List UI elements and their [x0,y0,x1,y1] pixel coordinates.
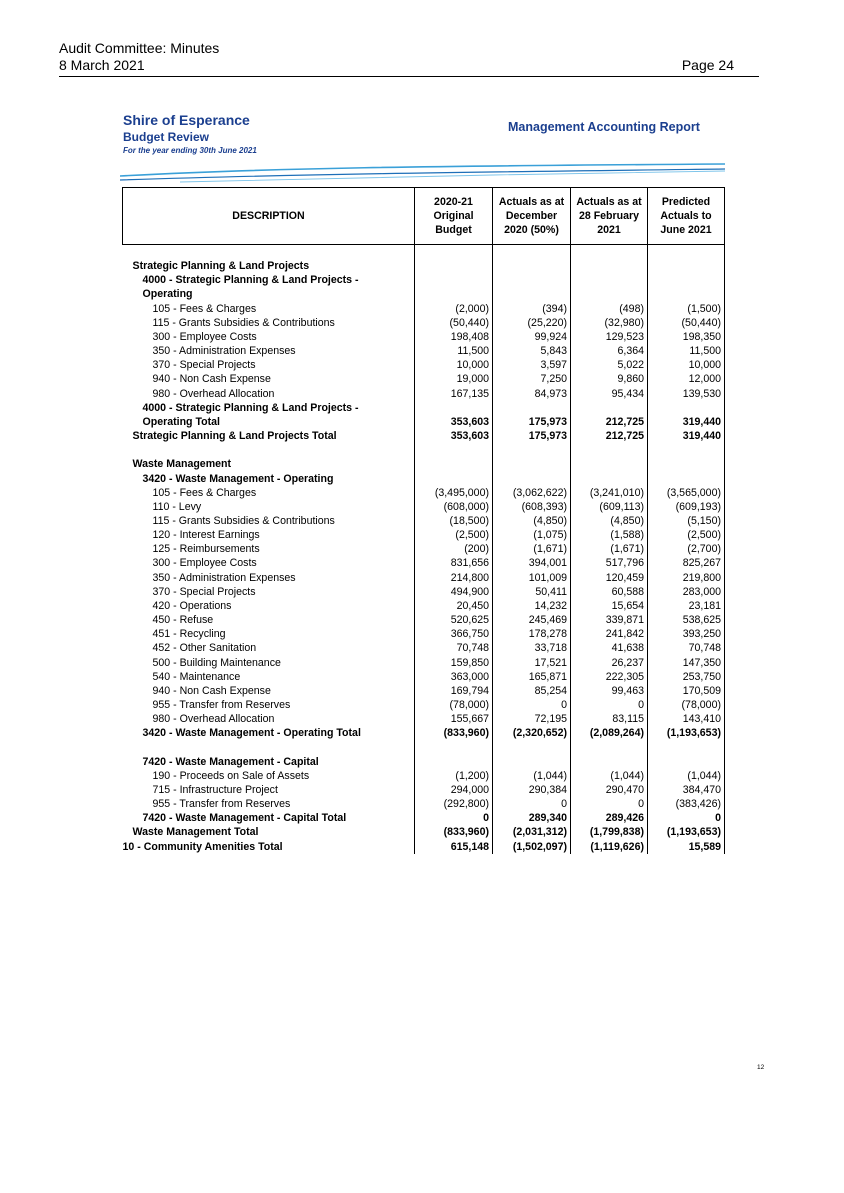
row-value: (1,502,097) [493,840,571,854]
row-value [415,245,493,260]
row-value: (1,044) [648,769,725,783]
row-value: 222,305 [571,670,648,684]
table-row [123,783,725,797]
row-label: 115 - Grants Subsidies & Contributions [152,514,335,527]
row-value: 169,794 [415,684,493,698]
row-value [648,245,725,260]
row-value: 212,725 [571,415,648,429]
row-value: (833,960) [415,825,493,839]
table-row [123,712,725,726]
table-row [123,486,725,500]
row-label: 350 - Administration Expenses [152,571,296,584]
row-value: 159,850 [415,656,493,670]
row-value: (2,500) [415,528,493,542]
row-value: 5,843 [493,344,571,358]
row-label: Strategic Planning & Land Projects Total [132,430,337,443]
row-value: 83,115 [571,712,648,726]
row-label: 452 - Other Sanitation [152,642,257,655]
row-value: (2,031,312) [493,825,571,839]
table-row [123,656,725,670]
row-value: 85,254 [493,684,571,698]
row-value: 120,459 [571,571,648,585]
row-value: 0 [493,698,571,712]
table-row [123,571,725,585]
row-label: 980 - Overhead Allocation [152,387,275,400]
table-row [123,372,725,386]
row-label: 3420 - Waste Management - Operating Total [142,727,361,740]
row-value: 15,654 [571,599,648,613]
row-label: 955 - Transfer from Reserves [152,699,291,711]
row-value: 10,000 [648,358,725,372]
table-row [123,797,725,811]
row-value [571,245,648,260]
row-value: (2,320,652) [493,726,571,740]
row-value: 319,440 [648,415,725,429]
table-row [123,627,725,641]
row-value: 7,250 [493,372,571,386]
row-value [415,401,493,415]
table-row [123,542,725,556]
table-row [123,811,725,825]
row-value [415,755,493,769]
row-label: 7420 - Waste Management - Capital [142,755,319,768]
row-value: (1,500) [648,302,725,316]
table-row [123,472,725,486]
table-row [123,273,725,287]
row-value [415,740,493,754]
row-value: (78,000) [415,698,493,712]
table-row [123,613,725,627]
table-row [123,259,725,273]
row-value [648,740,725,754]
row-value: (498) [571,302,648,316]
row-label: 190 - Proceeds on Sale of Assets [152,769,310,782]
table-row [123,684,725,698]
table-row [123,556,725,570]
row-value: 15,589 [648,840,725,854]
row-value: 10,000 [415,358,493,372]
table-row [123,387,725,401]
report-subtitle: Budget Review [123,130,210,144]
header-rule [59,76,759,77]
table-row [123,330,725,344]
row-label: 110 - Levy [152,500,202,513]
row-value: 517,796 [571,556,648,570]
row-value [493,259,571,273]
table-row [123,344,725,358]
row-value: 245,469 [493,613,571,627]
row-label: 370 - Special Projects [152,585,256,598]
row-value [648,755,725,769]
row-value [571,259,648,273]
row-label: 450 - Refuse [152,614,214,627]
row-value: 615,148 [415,840,493,854]
row-value [571,472,648,486]
row-label: Waste Management Total [132,826,259,839]
row-value: 241,842 [571,627,648,641]
table-row [123,698,725,712]
row-value: 5,022 [571,358,648,372]
row-value [493,401,571,415]
row-value [493,443,571,457]
row-value: (2,089,264) [571,726,648,740]
row-value: 0 [648,811,725,825]
row-value: 167,135 [415,387,493,401]
row-value: 17,521 [493,656,571,670]
row-value: (3,241,010) [571,486,648,500]
row-label [123,245,415,260]
row-value: (200) [415,542,493,556]
row-label: 10 - Community Amenities Total [122,840,283,853]
row-value: (18,500) [415,514,493,528]
row-value: (833,960) [415,726,493,740]
table-row [123,726,725,740]
report-org-block [123,111,257,157]
row-label: 370 - Special Projects [152,359,256,372]
table-row [123,401,725,415]
row-value [571,457,648,471]
row-label: 350 - Administration Expenses [152,345,296,358]
row-value: (2,500) [648,528,725,542]
row-value: 0 [571,698,648,712]
row-value: 60,588 [571,585,648,599]
row-value: 12,000 [648,372,725,386]
row-value: 70,748 [415,641,493,655]
column-header-2: Actuals as at December 2020 (50%) [493,188,571,245]
row-value: (1,671) [493,542,571,556]
row-label: 420 - Operations [152,599,232,612]
row-value: 26,237 [571,656,648,670]
row-value: 363,000 [415,670,493,684]
row-value: (3,495,000) [415,486,493,500]
row-value: 366,750 [415,627,493,641]
row-label [123,443,415,457]
row-value: 139,530 [648,387,725,401]
row-value: 175,973 [493,415,571,429]
row-value: 219,800 [648,571,725,585]
row-value: 394,001 [493,556,571,570]
row-label: Operating Total [142,415,220,428]
row-value: 9,860 [571,372,648,386]
table-row [123,670,725,684]
table-row [123,641,725,655]
row-value: 289,340 [493,811,571,825]
row-value: 11,500 [648,344,725,358]
report-name: Management Accounting Report [508,120,700,134]
row-label: Waste Management [132,458,232,471]
column-header-3: Actuals as at 28 February 2021 [571,188,648,245]
row-label: 120 - Interest Earnings [152,529,260,542]
row-label [123,740,415,754]
table-row [123,500,725,514]
footer-page-number: 12 [757,1064,765,1071]
row-value: (1,671) [571,542,648,556]
row-label: 940 - Non Cash Expense [152,684,271,697]
document-header [59,40,219,74]
row-value: (1,044) [493,769,571,783]
row-value: (3,062,622) [493,486,571,500]
row-value: 147,350 [648,656,725,670]
org-name: Shire of Esperance [123,112,250,128]
row-value: 253,750 [648,670,725,684]
row-value: 353,603 [415,429,493,443]
row-value: (1,588) [571,528,648,542]
table-row [123,358,725,372]
row-value: 95,434 [571,387,648,401]
row-label: 3420 - Waste Management - Operating [142,472,334,485]
row-label: Strategic Planning & Land Projects [132,260,310,273]
report-period: For the year ending 30th June 2021 [123,146,257,155]
row-value: 11,500 [415,344,493,358]
row-value: 175,973 [493,429,571,443]
row-value: 384,470 [648,783,725,797]
row-label: 4000 - Strategic Planning & Land Projects - [142,274,359,287]
header-swoosh-graphic [120,158,725,184]
table-row [123,429,725,443]
column-header-0: DESCRIPTION [123,188,415,245]
row-value [648,273,725,287]
row-value [648,443,725,457]
row-label: 300 - Employee Costs [152,330,257,343]
row-value: 170,509 [648,684,725,698]
column-header-1: 2020-21 Original Budget [415,188,493,245]
row-value: (383,426) [648,797,725,811]
row-label: 300 - Employee Costs [152,557,257,570]
row-value [648,287,725,301]
row-value: (78,000) [648,698,725,712]
row-value [648,401,725,415]
row-value: 289,426 [571,811,648,825]
table-row [123,457,725,471]
table-row [123,769,725,783]
row-value: (2,000) [415,302,493,316]
row-label: 4000 - Strategic Planning & Land Projects - [142,401,359,414]
row-value [493,755,571,769]
row-value [493,273,571,287]
row-value [415,259,493,273]
table-row [123,599,725,613]
row-value: 23,181 [648,599,725,613]
row-value [415,472,493,486]
row-value: 143,410 [648,712,725,726]
row-value: 41,638 [571,641,648,655]
row-value: (50,440) [648,316,725,330]
row-value [415,273,493,287]
row-value: (1,799,838) [571,825,648,839]
page-number: Page 24 [681,57,734,73]
row-value: 290,470 [571,783,648,797]
row-value [648,457,725,471]
row-label: 940 - Non Cash Expense [152,373,271,386]
table-row [123,740,725,754]
row-label: 980 - Overhead Allocation [152,713,275,726]
row-value: 84,973 [493,387,571,401]
row-label: 105 - Fees & Charges [152,302,257,315]
row-value: 0 [571,797,648,811]
table-row [123,443,725,457]
row-value: (1,075) [493,528,571,542]
row-value: 6,364 [571,344,648,358]
row-value: 155,667 [415,712,493,726]
row-value: (1,044) [571,769,648,783]
row-value: 99,463 [571,684,648,698]
row-value: 50,411 [493,585,571,599]
row-value: (32,980) [571,316,648,330]
table-row [123,287,725,301]
row-value: 339,871 [571,613,648,627]
row-value [493,457,571,471]
row-value: 494,900 [415,585,493,599]
row-value [648,259,725,273]
row-label: 500 - Building Maintenance [152,656,281,669]
table-row [123,316,725,330]
row-value: 283,000 [648,585,725,599]
row-value: 290,384 [493,783,571,797]
row-value [571,443,648,457]
row-value: 520,625 [415,613,493,627]
table-row [123,245,725,260]
row-value [648,472,725,486]
row-value: 14,232 [493,599,571,613]
column-header-4: Predicted Actuals to June 2021 [648,188,725,245]
row-label: 125 - Reimbursements [152,543,260,556]
row-value: 212,725 [571,429,648,443]
table-row [123,415,725,429]
row-value: 393,250 [648,627,725,641]
row-value: 33,718 [493,641,571,655]
row-value: 831,656 [415,556,493,570]
row-value: 0 [415,811,493,825]
row-value: (2,700) [648,542,725,556]
table-header-row [123,188,725,245]
row-value: 3,597 [493,358,571,372]
table-row [123,840,725,854]
row-value: 353,603 [415,415,493,429]
row-value [493,287,571,301]
table-row [123,528,725,542]
row-value [493,245,571,260]
row-value: (1,193,653) [648,726,725,740]
row-value [415,457,493,471]
row-value: (394) [493,302,571,316]
row-value: (3,565,000) [648,486,725,500]
row-value: (4,850) [493,514,571,528]
row-value: 129,523 [571,330,648,344]
row-value [415,443,493,457]
table-body [123,245,725,854]
row-value: 214,800 [415,571,493,585]
row-value: 70,748 [648,641,725,655]
row-value [493,472,571,486]
row-value: (1,200) [415,769,493,783]
row-label: 451 - Recycling [152,628,226,641]
row-value: 538,625 [648,613,725,627]
row-value: 198,408 [415,330,493,344]
row-label: Operating [142,288,193,301]
header-title: Audit Committee: Minutes [59,40,220,56]
budget-review-table [122,187,725,854]
row-value: 294,000 [415,783,493,797]
row-value: (4,850) [571,514,648,528]
row-label: 540 - Maintenance [152,670,241,683]
row-label: 105 - Fees & Charges [152,486,257,499]
row-value [571,273,648,287]
row-value: 198,350 [648,330,725,344]
row-value: 20,450 [415,599,493,613]
row-value: (609,113) [571,500,648,514]
row-value: (1,193,653) [648,825,725,839]
table-row [123,755,725,769]
table-row [123,514,725,528]
row-label: 955 - Transfer from Reserves [152,798,291,811]
row-value: 101,009 [493,571,571,585]
row-label: 115 - Grants Subsidies & Contributions [152,316,335,329]
row-value: (1,119,626) [571,840,648,854]
row-value [571,755,648,769]
row-value: (5,150) [648,514,725,528]
row-value [571,287,648,301]
row-value: (25,220) [493,316,571,330]
row-value [493,740,571,754]
row-value: (292,800) [415,797,493,811]
table-row [123,585,725,599]
row-value: 19,000 [415,372,493,386]
row-value: 165,871 [493,670,571,684]
row-value: (608,393) [493,500,571,514]
row-value: 825,267 [648,556,725,570]
row-value [571,740,648,754]
row-value: 99,924 [493,330,571,344]
row-label: 7420 - Waste Management - Capital Total [142,812,347,825]
row-value: (50,440) [415,316,493,330]
row-value [415,287,493,301]
row-value [571,401,648,415]
row-value: (609,193) [648,500,725,514]
row-value: 0 [493,797,571,811]
row-value: 72,195 [493,712,571,726]
row-value: 319,440 [648,429,725,443]
row-value: 178,278 [493,627,571,641]
row-value: (608,000) [415,500,493,514]
table-row [123,825,725,839]
header-date: 8 March 2021 [59,57,145,73]
row-label: 715 - Infrastructure Project [152,783,278,796]
table-row [123,302,725,316]
